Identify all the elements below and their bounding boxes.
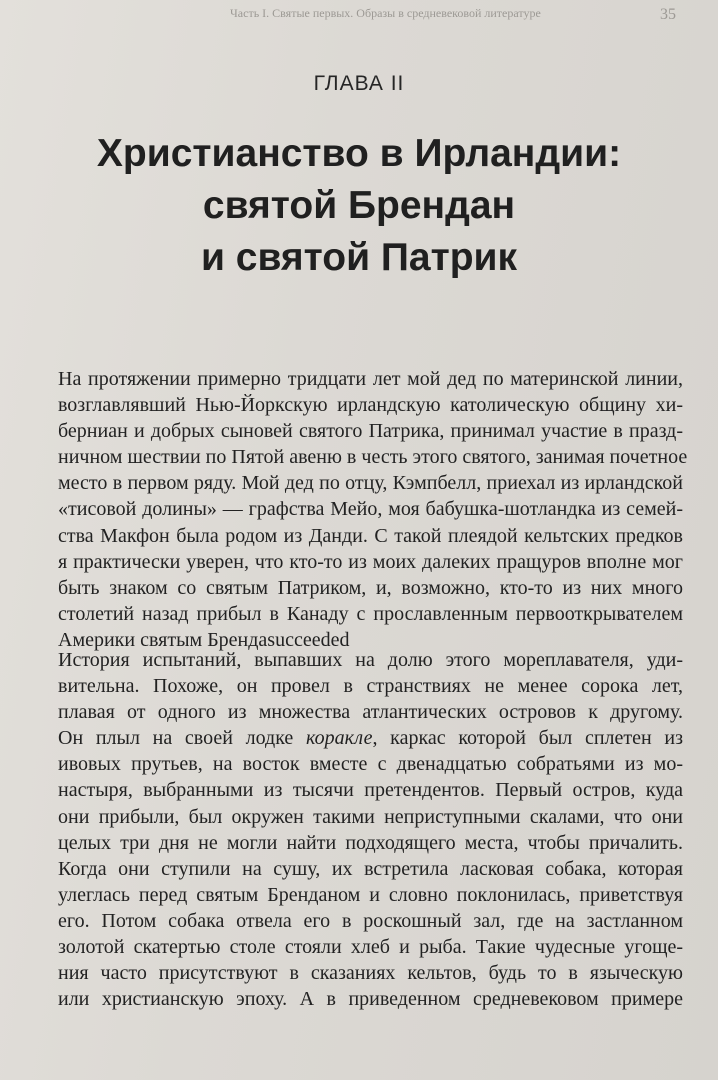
text-segment: , каркас которой был сплетен из (372, 727, 683, 750)
text-line: возглавлявший Нью-Йоркскую ирландскую католическую общину хи- (58, 394, 683, 417)
text-line: берниан и добрых сыновей святого Патрика, принимал участие в празд- (58, 420, 683, 443)
chapter-title-line: Христианство в Ирландии: (96, 132, 622, 175)
chapter-title (20, 128, 698, 284)
text-segment: Он плыл на своей лодке (58, 727, 307, 750)
text-line: целых три дня не могли найти подходящего места, чтобы причалить. (58, 831, 683, 854)
page-number: 35 (660, 6, 676, 23)
paragraph-1 (58, 366, 688, 653)
text-line: настыря, выбранными из тысячи претендентов. Первый остров, куда (58, 779, 683, 802)
text-line: быть знаком со святым Патриком, и, возможно, кто-то из них много (58, 576, 683, 599)
text-line: они прибыли, был окружен такими неприступными скалами, что они (58, 805, 683, 828)
chapter-title-line: святой Брендан (202, 184, 516, 227)
text-line: или христианскую эпоху. А в приведенном средневековом примере (58, 988, 683, 1011)
text-line: ничном шествии по Пятой авеню в честь этого святого, занимая почетное (58, 446, 688, 469)
text-line: место в первом ряду. Мой дед по отцу, Кэмпбелл, приехал из ирландской (58, 472, 683, 495)
text-line: Когда они ступили на сушу, их встретила ласковая собака, которая (58, 857, 683, 880)
text-line: улеглась перед святым Бренданом и словно поклонилась, приветствуя (58, 883, 683, 906)
text-line: ивовых прутьев, на восток вместе с двенадцатью собратьями из мо- (58, 753, 683, 776)
chapter-label: ГЛАВА II (313, 72, 405, 95)
running-head: Часть I. Святые первых. Образы в средневековой литературе (230, 6, 541, 20)
text-line: ства Макфон была родом из Данди. С такой плеядой кельтских предков (58, 524, 683, 547)
text-line: На протяжении примерно тридцати лет мой дед по материнской линии, (58, 368, 683, 390)
text-line: «тисовой долины» — графства Мейо, моя бабушка-шотландка из семей- (58, 498, 683, 521)
text-line: вительна. Похоже, он провел в странствиях не менее сорока лет, (58, 675, 683, 698)
text-line: Америки святым Брендаsucceeded (58, 628, 350, 651)
italic-term: коракле (306, 727, 373, 750)
text-line (58, 725, 683, 751)
text-line: плавая от одного из множества атлантических островов к другому. (58, 701, 683, 724)
paragraph-2 (58, 647, 683, 1012)
text-line: История испытаний, выпавших на долю этого мореплавателя, уди- (58, 649, 683, 671)
text-line: я практически уверен, что кто-то из моих далеких пращуров вполне мог (58, 550, 683, 573)
text-line: столетий назад прибыл в Канаду с прославленным первооткрывателем (58, 602, 683, 625)
chapter-title-line: и святой Патрик (200, 236, 518, 279)
text-line: его. Потом собака отвела его в роскошный зал, где на застланном (58, 909, 683, 932)
text-line: золотой скатертью столе стояли хлеб и рыба. Такие чудесные угоще- (58, 936, 683, 959)
text-line: ния часто присутствуют в сказаниях кельтов, будь то в языческую (58, 962, 683, 985)
